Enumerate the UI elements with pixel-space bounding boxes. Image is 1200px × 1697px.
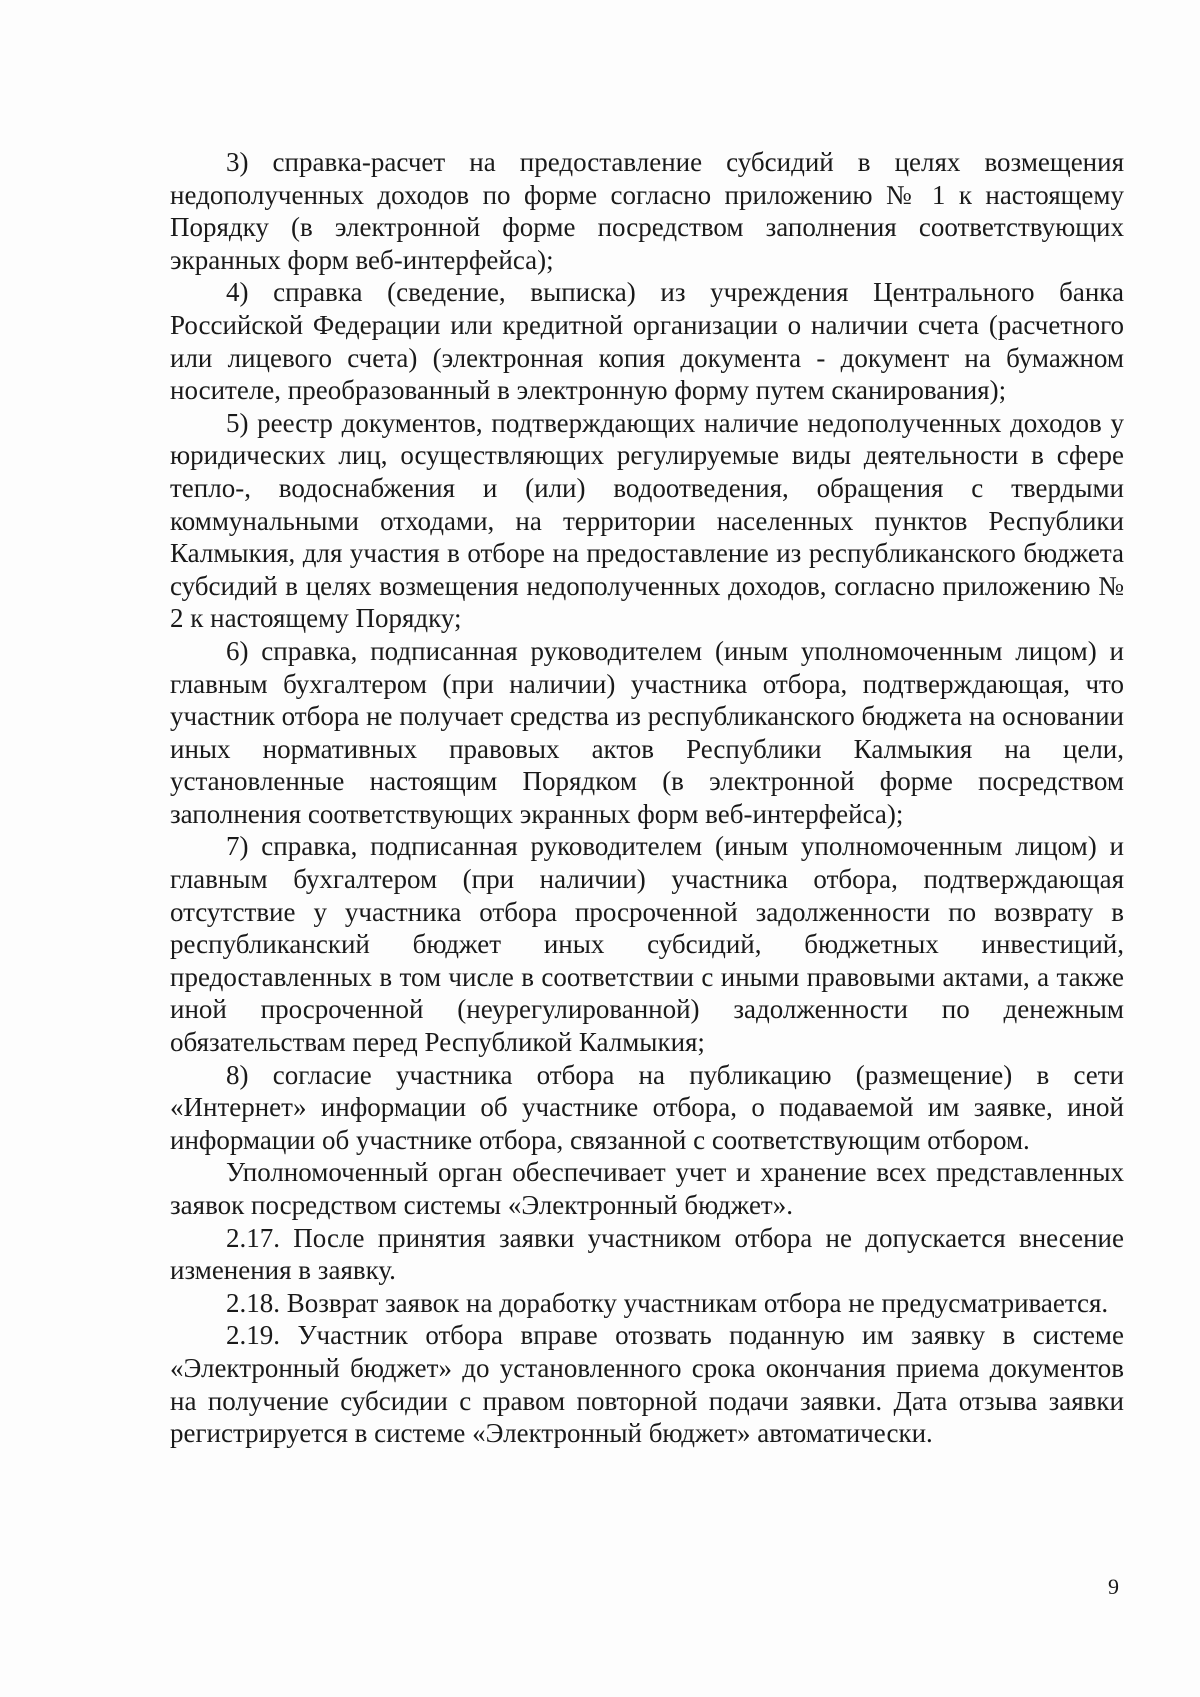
- paragraph-item-6: 6) справка, подписанная руководителем (иным уполномоченным лицом) и главным бухгалтером (при наличии) участника отбора, подтверждающая, что участник отбора не получает средства из республиканского бюджета на основании иных нормативных правовых актов Республики Калмыкия на цели, установленные настоящим Порядком (в электронной форме посредством заполнения соответствующих экранных форм веб-интерфейса);: [170, 635, 1124, 829]
- paragraph-item-8: 8) согласие участника отбора на публикацию (размещение) в сети «Интернет» информации об участнике отбора, о подаваемой им заявке, иной информации об участнике отбора, связанной с соответствующим отбором.: [170, 1059, 1124, 1155]
- paragraph-item-3: 3) справка-расчет на предоставление субсидий в целях возмещения недополученных доходов по форме согласно приложению № 1 к настоящему Порядку (в электронной форме посредством заполнения соответствующих экранных форм веб-интерфейса);: [170, 147, 1124, 275]
- document-body: [170, 146, 1124, 1450]
- paragraph-item-7: 7) справка, подписанная руководителем (иным уполномоченным лицом) и главным бухгалтером (при наличии) участника отбора, подтверждающая отсутствие у участника отбора просроченной задолженности по возврату в республиканский бюджет иных субсидий, бюджетных инвестиций, предоставленных в том числе в соответствии с иными правовыми актами, а также иной просроченной (неурегулированной) задолженности по денежным обязательствам перед Республикой Калмыкия;: [170, 831, 1124, 1058]
- paragraph-2-18: 2.18. Возврат заявок на доработку участникам отбора не предусматривается.: [226, 1287, 1109, 1318]
- paragraph-2-19: 2.19. Участник отбора вправе отозвать поданную им заявку в системе «Электронный бюджет» до установленного срока окончания приема документов на получение субсидии с правом повторной подачи заявки. Дата отзыва заявки регистрируется в системе «Электронный бюджет» автоматически.: [170, 1320, 1124, 1449]
- paragraph-storage: Уполномоченный орган обеспечивает учет и хранение всех представленных заявок посредством системы «Электронный бюджет».: [170, 1157, 1124, 1220]
- paragraph-item-5: 5) реестр документов, подтверждающих наличие недополученных доходов у юридических лиц, осуществляющих регулируемые виды деятельности в сфере тепло-, водоснабжения и (или) водоотведения, обращения с твердыми коммунальными отходами, на территории населенных пунктов Республики Калмыкия, для участия в отборе на предоставление из республиканского бюджета субсидий в целях возмещения недополученных доходов, согласно приложению № 2 к настоящему Порядку;: [170, 407, 1124, 634]
- page-number: 9: [1108, 1574, 1119, 1599]
- paragraph-item-4: 4) справка (сведение, выписка) из учреждения Центрального банка Российской Федерации или кредитной организации о наличии счета (расчетного или лицевого счета) (электронная копия документа - документ на бумажном носителе, преобразованный в электронную форму путем сканирования);: [170, 277, 1124, 406]
- paragraph-2-17: 2.17. После принятия заявки участником отбора не допускается внесение изменения в заявку.: [170, 1222, 1124, 1286]
